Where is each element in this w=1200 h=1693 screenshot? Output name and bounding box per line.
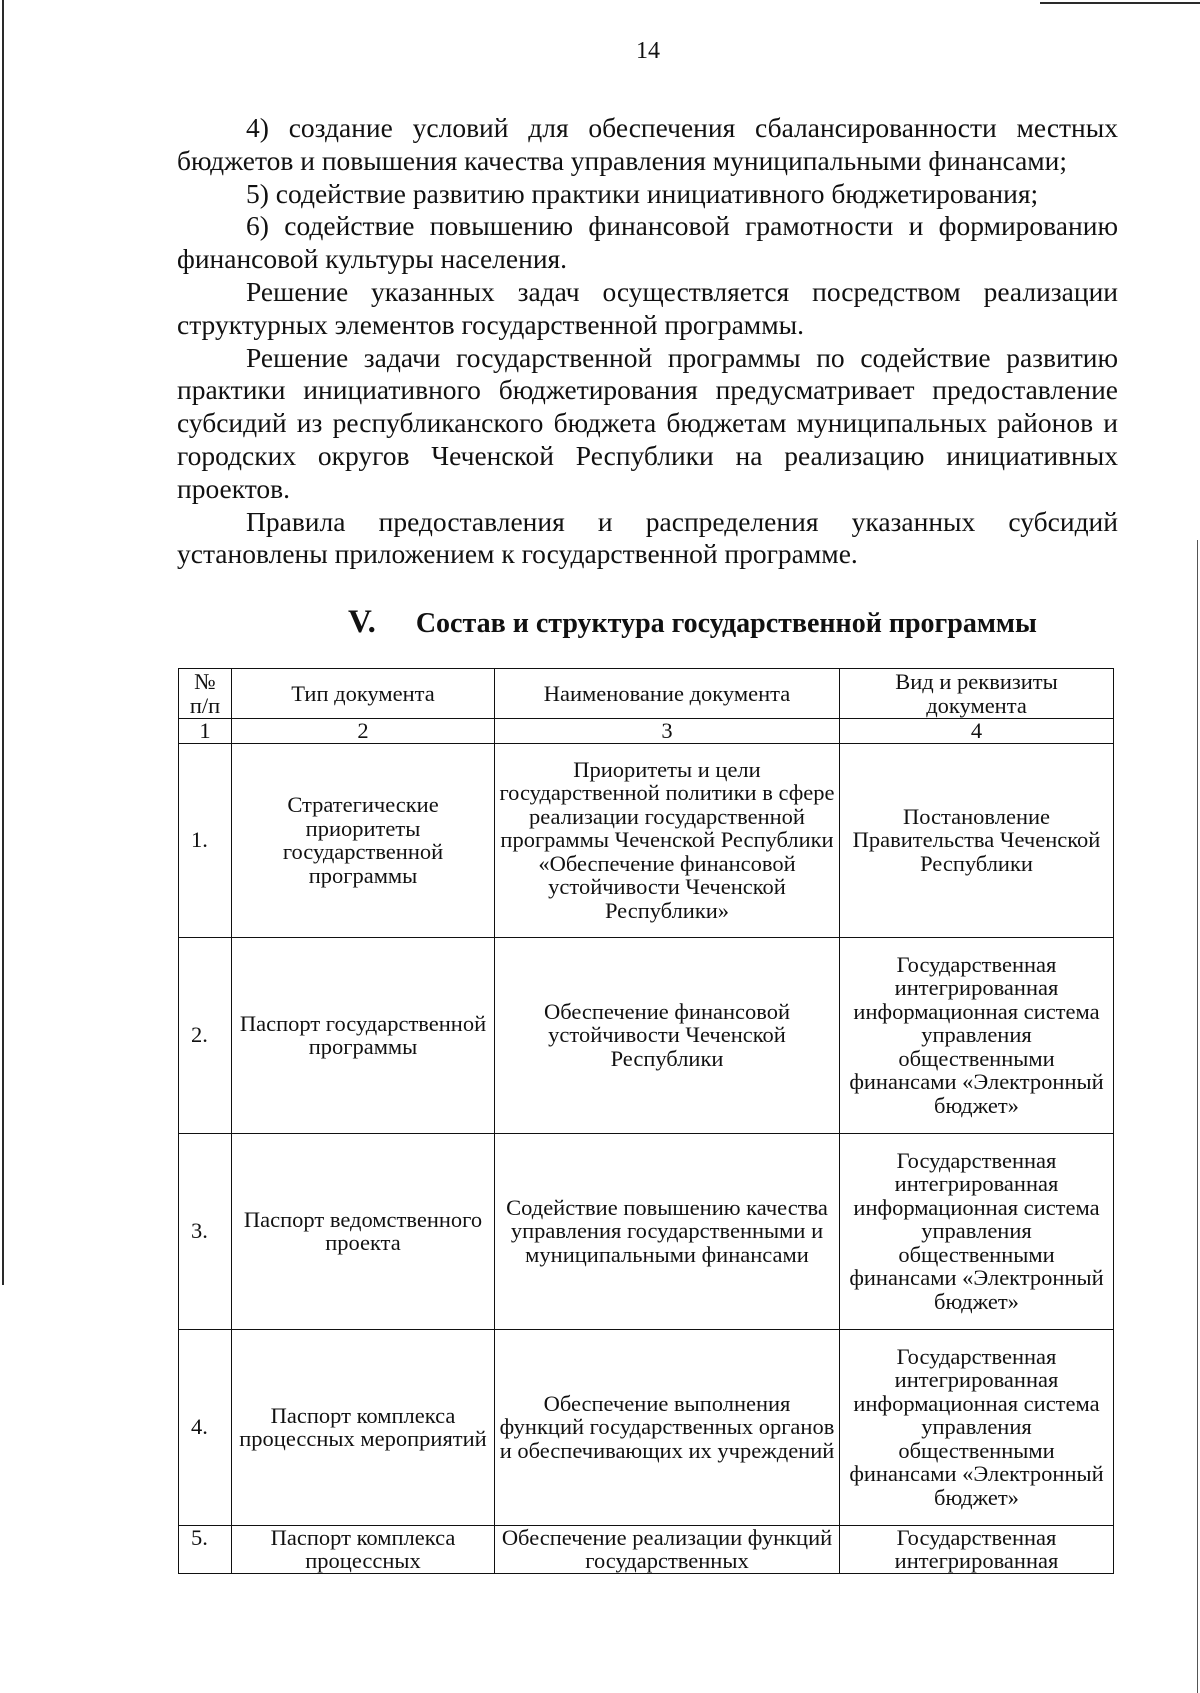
section-title: Состав и структура государственной программы xyxy=(415,608,1037,639)
column-number: 2 xyxy=(232,719,495,744)
header-cell-name: Наименование документа xyxy=(495,669,840,719)
row-kind: Государственная интегрированная информационная система управления общественными финансами «Электронный бюджет» xyxy=(840,1133,1114,1329)
table-row xyxy=(179,743,1114,937)
header-cell-number: № п/п xyxy=(179,669,232,719)
row-type: Паспорт комплекса процессных мероприятий xyxy=(232,1329,495,1525)
row-kind: Государственная интегрированная информационная система управления общественными финансами «Электронный бюджет» xyxy=(840,1329,1114,1525)
header-cell-type: Тип документа xyxy=(232,669,495,719)
section-heading xyxy=(348,604,1037,641)
row-type: Стратегические приоритеты государственной программы xyxy=(232,743,495,937)
row-name: Обеспечение выполнения функций государственных органов и обеспечивающих их учреждений xyxy=(495,1329,840,1525)
row-name: Приоритеты и цели государственной политики в сфере реализации государственной программы Чеченской Республики «Обеспечение финансовой устойчивости Чеченской Республики» xyxy=(495,743,840,937)
paragraph: 6) содействие повышению финансовой грамотности и формированию финансовой культуры населения. xyxy=(177,210,1118,275)
row-kind: Государственная интегрированная информационная система управления общественными финансами «Электронный бюджет» xyxy=(840,937,1114,1133)
scan-edge-top xyxy=(1040,2,1200,4)
table-header-row xyxy=(179,669,1114,719)
header-cell-kind: Вид и реквизиты документа xyxy=(840,669,1114,719)
table-row xyxy=(179,1525,1114,1573)
row-number: 3. xyxy=(179,1133,232,1329)
row-kind: Постановление Правительства Чеченской Республики xyxy=(840,743,1114,937)
structure-table xyxy=(178,668,1114,1574)
scan-edge-right xyxy=(1197,540,1198,1693)
row-name: Содействие повышению качества управления государственными и муниципальными финансами xyxy=(495,1133,840,1329)
column-number: 3 xyxy=(495,719,840,744)
row-type: Паспорт комплекса процессных xyxy=(232,1525,495,1573)
page-number: 14 xyxy=(636,38,660,64)
row-number: 1. xyxy=(179,743,232,937)
table-row xyxy=(179,1329,1114,1525)
section-number: V. xyxy=(348,604,376,640)
table-row xyxy=(179,1133,1114,1329)
column-number-row xyxy=(179,719,1114,744)
row-name: Обеспечение финансовой устойчивости Чеченской Республики xyxy=(495,937,840,1133)
row-name: Обеспечение реализации функций государственных xyxy=(495,1525,840,1573)
paragraph: 5) содействие развитию практики инициативного бюджетирования; xyxy=(246,177,1039,209)
paragraph: 4) создание условий для обеспечения сбалансированности местных бюджетов и повышения качества управления муниципальными финансами; xyxy=(177,112,1118,176)
paragraph: Решение задачи государственной программы по содействие развитию практики инициативного бюджетирования предусматривает предоставление субсидий из республиканского бюджета бюджетам муниципальных районов и городских округов Чеченской Республики на реализацию инициативных проектов. xyxy=(177,341,1118,504)
column-number: 1 xyxy=(179,719,232,744)
body-text xyxy=(177,112,1118,571)
row-kind: Государственная интегрированная xyxy=(840,1525,1114,1573)
row-type: Паспорт государственной программы xyxy=(232,937,495,1133)
column-number: 4 xyxy=(840,719,1114,744)
row-number: 5. xyxy=(179,1525,232,1573)
table-row xyxy=(179,937,1114,1133)
row-type: Паспорт ведомственного проекта xyxy=(232,1133,495,1329)
paragraph: Решение указанных задач осуществляется посредством реализации структурных элементов государственной программы. xyxy=(177,275,1118,340)
row-number: 2. xyxy=(179,937,232,1133)
paragraph: Правила предоставления и распределения указанных субсидий установлены приложением к государственной программе. xyxy=(177,505,1118,570)
row-number: 4. xyxy=(179,1329,232,1525)
scan-edge-left xyxy=(2,0,4,1285)
